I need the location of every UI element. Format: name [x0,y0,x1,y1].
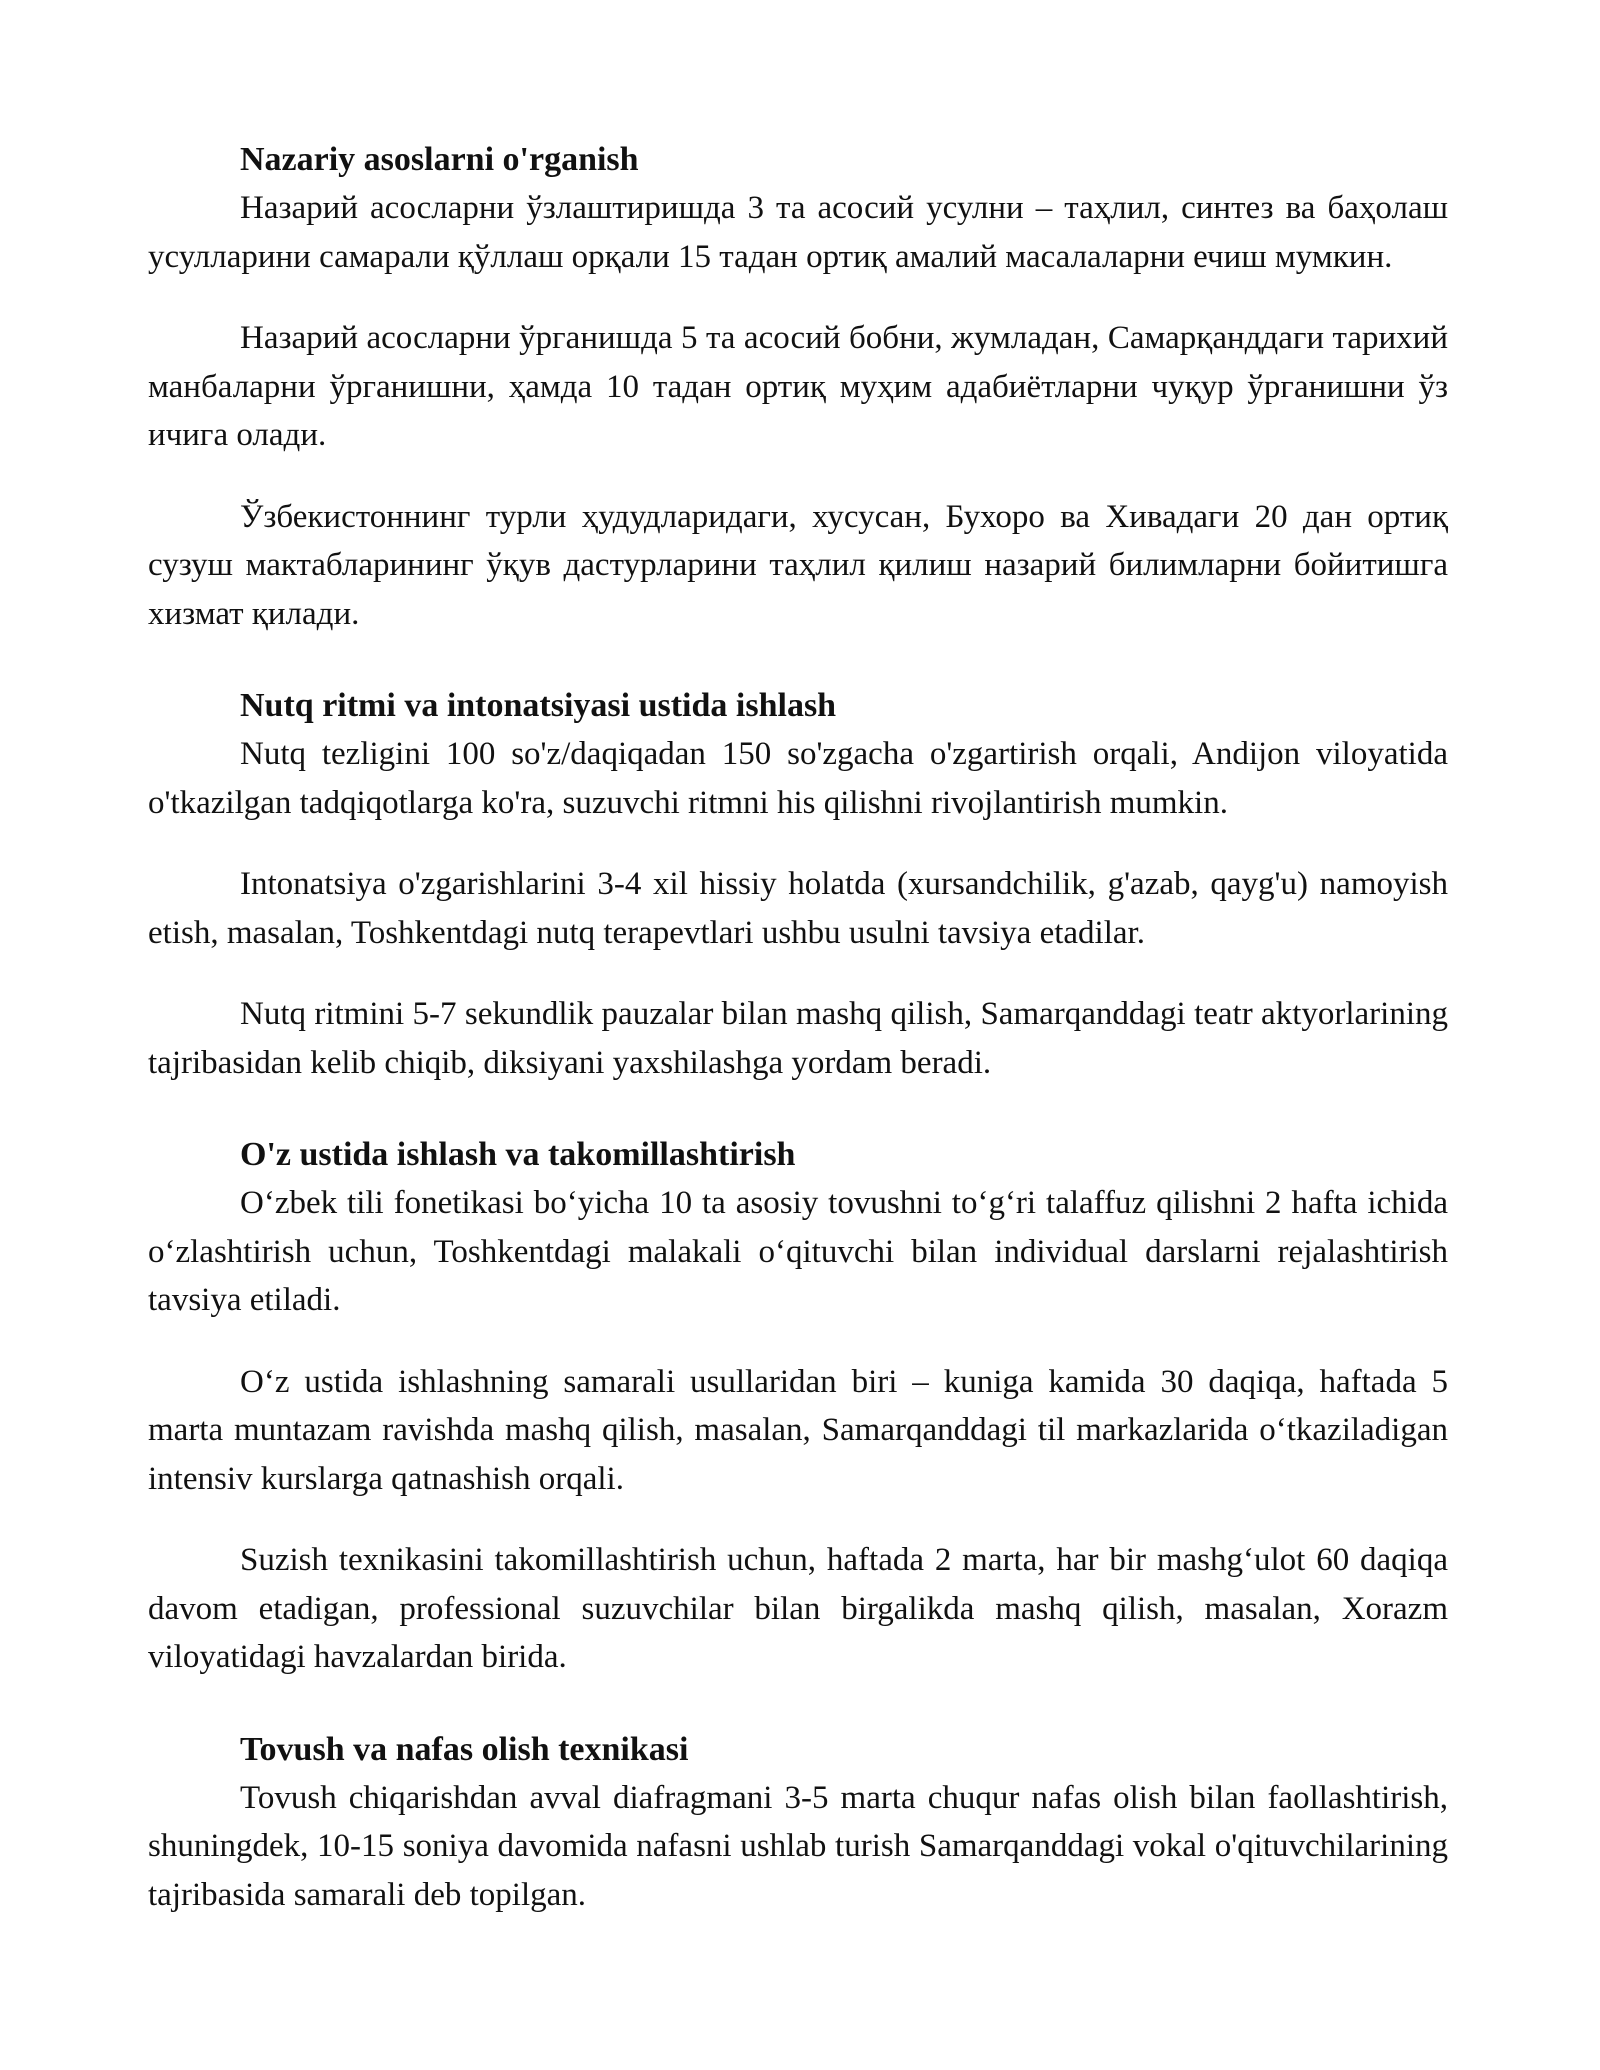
document-page [148,136,1448,1963]
paragraph: Nutq tezligini 100 so'z/daqiqadan 150 so'zgacha o'zgartirish orqali, Andijon viloyatida o'tkazilgan tadqiqotlarga ko'ra, suzuvchi ritmni his qilishni rivojlantirish mumkin. [148,736,1448,821]
section-heading: Nutq ritmi va intonatsiyasi ustida ishlash [240,687,837,724]
paragraph: Oʻz ustida ishlashning samarali usullaridan biri – kuniga kamida 30 daqiqa, haftada 5 marta muntazam ravishda mashq qilish, masalan, Samarqanddagi til markazlarida oʻtkaziladigan intensiv kurslarga qatnashish orqali. [148,1363,1448,1497]
paragraph: Suzish texnikasini takomillashtirish uchun, haftada 2 marta, har bir mashgʻulot 60 daqiqa davom etadigan, professional suzuvchilar bilan birgalikda mashq qilish, masalan, Xorazm viloyatidagi havzalardan birida. [148,1542,1448,1675]
paragraph: Intonatsiya o'zgarishlarini 3-4 xil hissiy holatda (xursandchilik, g'azab, qayg'u) namoyish etish, masalan, Toshkentdagi nutq terapevtlari ushbu usulni tavsiya etadilar. [148,866,1448,951]
section-theory [148,136,1448,638]
paragraph: Ўзбекистоннинг турли ҳудудларидаги, хусусан, Бухоро ва Хивадаги 20 дан ортиқ сузуш мактабларининг ўқув дастурларини таҳлил қилиш назарий билимларни бойитишга хизмат қилади. [148,498,1448,632]
paragraph: Oʻzbek tili fonetikasi boʻyicha 10 ta asosiy tovushni toʻgʻri talaffuz qilishni 2 hafta ichida oʻzlashtirish uchun, Toshkentdagi malakali oʻqituvchi bilan individual darslarni rejalashtirish tavsiya etiladi. [148,1185,1448,1318]
section-heading: O'z ustida ishlash va takomillashtirish [240,1136,796,1173]
section-breathing [148,1726,1448,1920]
section-speech-rhythm [148,682,1448,1087]
paragraph: Назарий асосларни ўрганишда 5 та асосий бобни, жумладан, Самарқанддаги тарихий манбаларни ўрганишни, ҳамда 10 тадан ортиқ муҳим адабиётларни чуқур ўрганишни ўз ичига олади. [148,320,1448,453]
section-heading: Tovush va nafas olish texnikasi [240,1730,689,1768]
paragraph: Nutq ritmini 5-7 sekundlik pauzalar bilan mashq qilish, Samarqanddagi teatr aktyorlarining tajribasidan kelib chiqib, diksiyani yaxshilashga yordam beradi. [148,996,1448,1081]
paragraph: Tovush chiqarishdan avval diafragmani 3-5 marta chuqur nafas olish bilan faollashtirish, shuningdek, 10-15 soniya davomida nafasni ushlab turish Samarqanddagi vokal o'qituvchilarining tajribasida samarali deb topilgan. [148,1779,1448,1913]
paragraph: Назарий асосларни ўзлаштиришда 3 та асосий усулни – таҳлил, синтез ва баҳолаш усулларини самарали қўллаш орқали 15 тадан ортиқ амалий масалаларни ечиш мумкин. [148,190,1448,275]
section-heading: Nazariy asoslarni o'rganish [240,141,639,178]
section-self-improvement [148,1131,1448,1682]
